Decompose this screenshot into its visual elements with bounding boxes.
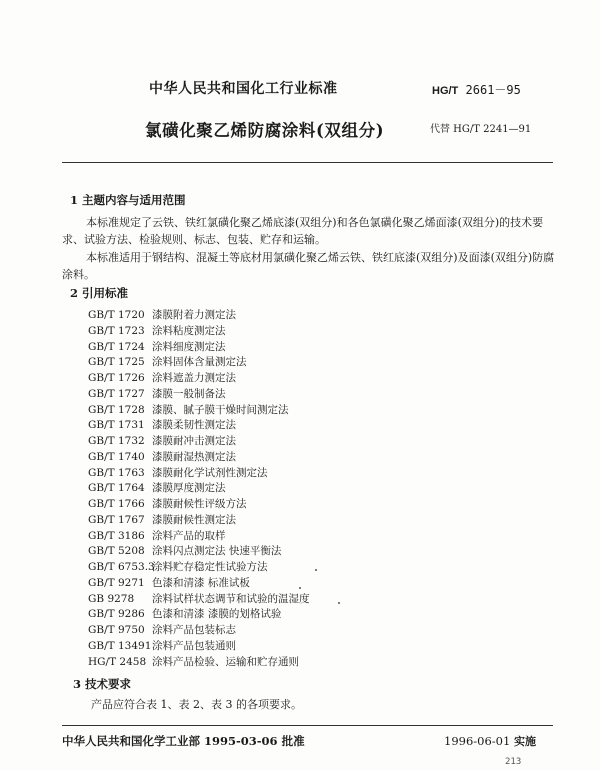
reference-code: HG/T 2458 [88, 655, 147, 668]
reference-title: 漆膜耐冲击测定法 [152, 435, 236, 447]
standard-code-number: 2661－95 [465, 83, 521, 97]
implementation-date: 1996-06-01 [444, 734, 511, 748]
reference-item [88, 449, 236, 464]
reference-item [88, 638, 236, 653]
standard-code [432, 81, 521, 98]
reference-item [88, 339, 226, 354]
section-3-heading: 3 技术要求 [73, 677, 132, 691]
reference-item [88, 370, 236, 385]
reference-code: GB/T 1763 [88, 466, 145, 479]
standard-org-title: 中华人民共和国化工行业标准 [149, 81, 338, 97]
reference-code: GB/T 1726 [88, 372, 145, 384]
reference-title: 涂料产品检验、运输和贮存通则 [152, 655, 299, 668]
reference-title: 漆膜一般制备法 [152, 387, 226, 400]
reference-code: GB/T 1766 [88, 498, 145, 510]
section-1-para-2-line-2: 涂料。 [62, 268, 95, 281]
section-2-heading: 2 引用标准 [70, 286, 129, 300]
reference-item [88, 417, 236, 432]
reference-item [88, 465, 268, 480]
reference-code: GB/T 1720 [88, 309, 145, 321]
reference-code: GB/T 1731 [88, 419, 145, 432]
reference-title: 涂料固体含量测定法 [152, 356, 247, 369]
section-1-para-1-line-1: 本标准规定了云铁、铁红氯磺化聚乙烯底漆(双组分)和各色氯磺化聚乙烯面漆(双组分)的技术要 [86, 216, 544, 229]
reference-item [88, 354, 247, 369]
reference-item [88, 622, 236, 637]
header-rule [62, 162, 553, 163]
reference-item [88, 433, 236, 448]
reference-title: 漆膜柔韧性测定法 [152, 419, 236, 432]
reference-item [88, 386, 226, 401]
reference-code: GB/T 13491 [88, 639, 152, 652]
document-title: 氯磺化聚乙烯防腐涂料(双组分) [145, 121, 385, 140]
section-1-heading: 1 主题内容与适用范围 [70, 193, 186, 207]
reference-title: 涂料粘度测定法 [152, 324, 226, 337]
section-1-para-2-line-1: 本标准适用于钢结构、混凝土等底材用氯磺化聚乙烯云铁、铁红底漆(双组分)及面漆(双组分)防腐 [86, 251, 555, 264]
section-3-para: 产品应符合表 1、表 2、表 3 的各项要求。 [91, 698, 302, 711]
reference-code: GB/T 9750 [88, 624, 145, 636]
reference-title: 涂料产品的取样 [152, 529, 226, 542]
reference-title: 色漆和清漆 漆膜的划格试验 [152, 608, 282, 621]
reference-code: GB/T 1740 [88, 450, 145, 463]
reference-title: 涂料闪点测定法 快速平衡法 [152, 545, 282, 558]
reference-item [88, 559, 268, 574]
reference-title: 漆膜耐化学试剂性测定法 [152, 466, 268, 479]
reference-title: 漆膜厚度测定法 [152, 482, 226, 495]
implementation-label: 实施 [513, 735, 536, 748]
reference-code: GB/T 1767 [88, 513, 145, 526]
standard-code-prefix: HG/T [432, 85, 459, 97]
reference-title: 漆膜、腻子膜干燥时间测定法 [152, 403, 289, 416]
reference-code: GB/T 9271 [88, 576, 145, 589]
reference-title: 漆膜附着力测定法 [152, 309, 236, 321]
reference-item [88, 575, 250, 590]
reference-item [88, 496, 247, 511]
replaces-note: 代替 HG/T 2241—91 [430, 124, 532, 135]
scan-speck [299, 587, 301, 589]
reference-item [88, 606, 281, 621]
implementation-line [444, 733, 536, 749]
reference-item [88, 323, 226, 338]
reference-title: 涂料试样状态调节和试验的温湿度 [152, 592, 310, 605]
page-number: 213 [505, 757, 522, 767]
reference-title: 漆膜耐候性评级方法 [152, 498, 247, 510]
reference-item [88, 480, 226, 495]
reference-item [88, 512, 236, 527]
reference-code: GB/T 9286 [88, 608, 145, 621]
reference-code: GB/T 1732 [88, 435, 145, 447]
reference-code: GB/T 1723 [88, 324, 145, 337]
reference-item [88, 402, 289, 417]
reference-code: GB/T 1725 [88, 356, 145, 369]
reference-code: GB/T 5208 [88, 545, 145, 558]
reference-title: 涂料贮存稳定性试验方法 [152, 561, 268, 573]
reference-item [88, 591, 310, 606]
footer-rule [62, 725, 553, 726]
reference-title: 涂料产品包装通则 [152, 639, 236, 652]
reference-title: 漆膜耐候性测定法 [152, 513, 236, 526]
reference-item [88, 654, 299, 669]
reference-code: GB/T 1764 [88, 482, 145, 495]
reference-title: 漆膜耐湿热测定法 [152, 450, 236, 463]
reference-item [88, 543, 281, 558]
reference-code: GB 9278 [88, 592, 135, 605]
scan-speck [338, 602, 340, 604]
reference-title: 涂料细度测定法 [152, 340, 226, 353]
reference-code: GB/T 3186 [88, 529, 145, 542]
reference-item [88, 528, 226, 543]
section-1-para-1-line-2: 求、试验方法、检验规则、标志、包装、贮存和运输。 [62, 233, 326, 246]
reference-title: 涂料遮盖力测定法 [152, 372, 236, 384]
reference-title: 涂料产品包装标志 [152, 624, 236, 636]
reference-item [88, 307, 236, 322]
approval-line: 中华人民共和国化学工业部 1995-03-06 批准 [62, 734, 305, 748]
reference-code: GB/T 1727 [88, 387, 145, 400]
reference-code: GB/T 1728 [88, 403, 145, 416]
reference-code: GB/T 6753.3 [88, 561, 155, 573]
reference-title: 色漆和清漆 标准试板 [152, 576, 250, 589]
scan-speck [315, 569, 317, 571]
reference-code: GB/T 1724 [88, 340, 145, 353]
